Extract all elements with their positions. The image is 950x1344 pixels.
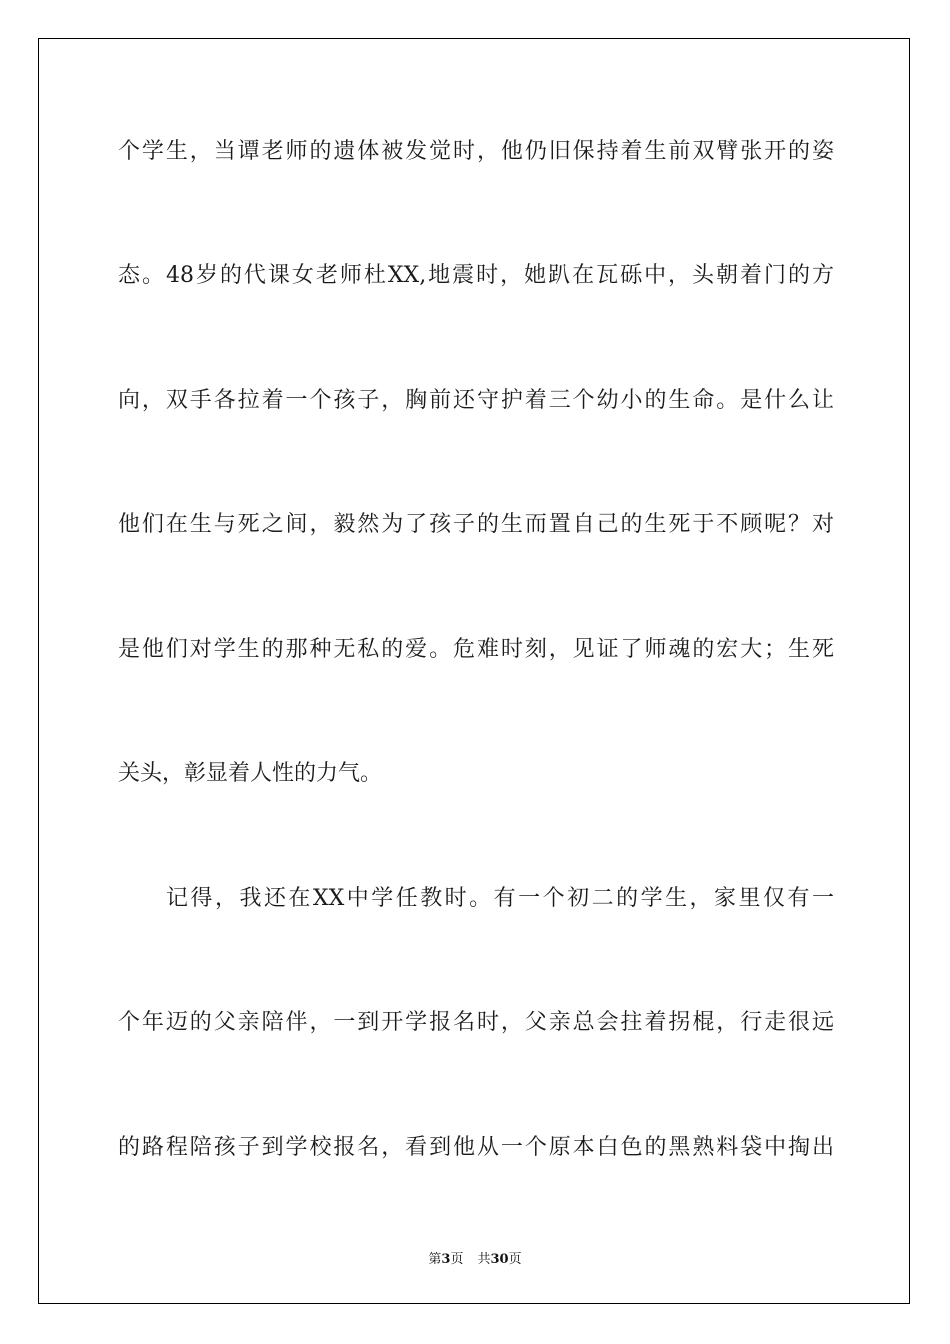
text-line-3: 向，双手各拉着一个孩子，胸前还守护着三个幼小的生命。是什么让 bbox=[118, 388, 834, 413]
text-line-5: 是他们对学生的那种无私的爱。危难时刻，见证了师魂的宏大；生死 bbox=[118, 637, 834, 662]
text-line-9: 的路程陪孩子到学校报名，看到他从一个原本白色的黑熟料袋中掏出 bbox=[118, 1135, 834, 1160]
text-line-7: 记得，我还在XX中学任教时。有一个初二的学生，家里仅有一 bbox=[166, 886, 834, 911]
page-border bbox=[38, 38, 910, 1304]
total-suffix: 页 bbox=[508, 1252, 522, 1267]
text-line-4: 他们在生与死之间，毅然为了孩子的生而置自己的生死于不顾呢？对 bbox=[118, 512, 834, 537]
page-footer bbox=[0, 1248, 950, 1267]
total-pages: 30 bbox=[490, 1252, 509, 1267]
page-number: 3 bbox=[441, 1252, 451, 1267]
text-line-2: 态。48岁的代课女老师杜XX,地震时，她趴在瓦砾中，头朝着门的方 bbox=[118, 263, 834, 288]
text-line-1: 个学生，当谭老师的遗体被发觉时，他仍旧保持着生前双臂张开的姿 bbox=[118, 139, 834, 164]
total-prefix: 共 bbox=[477, 1252, 491, 1267]
text-line-6: 关头，彰显着人性的力气。 bbox=[118, 761, 383, 786]
text-line-8: 个年迈的父亲陪伴，一到开学报名时，父亲总会拄着拐棍，行走很远 bbox=[118, 1010, 834, 1035]
page-suffix: 页 bbox=[450, 1252, 464, 1267]
page-prefix: 第 bbox=[428, 1252, 442, 1267]
